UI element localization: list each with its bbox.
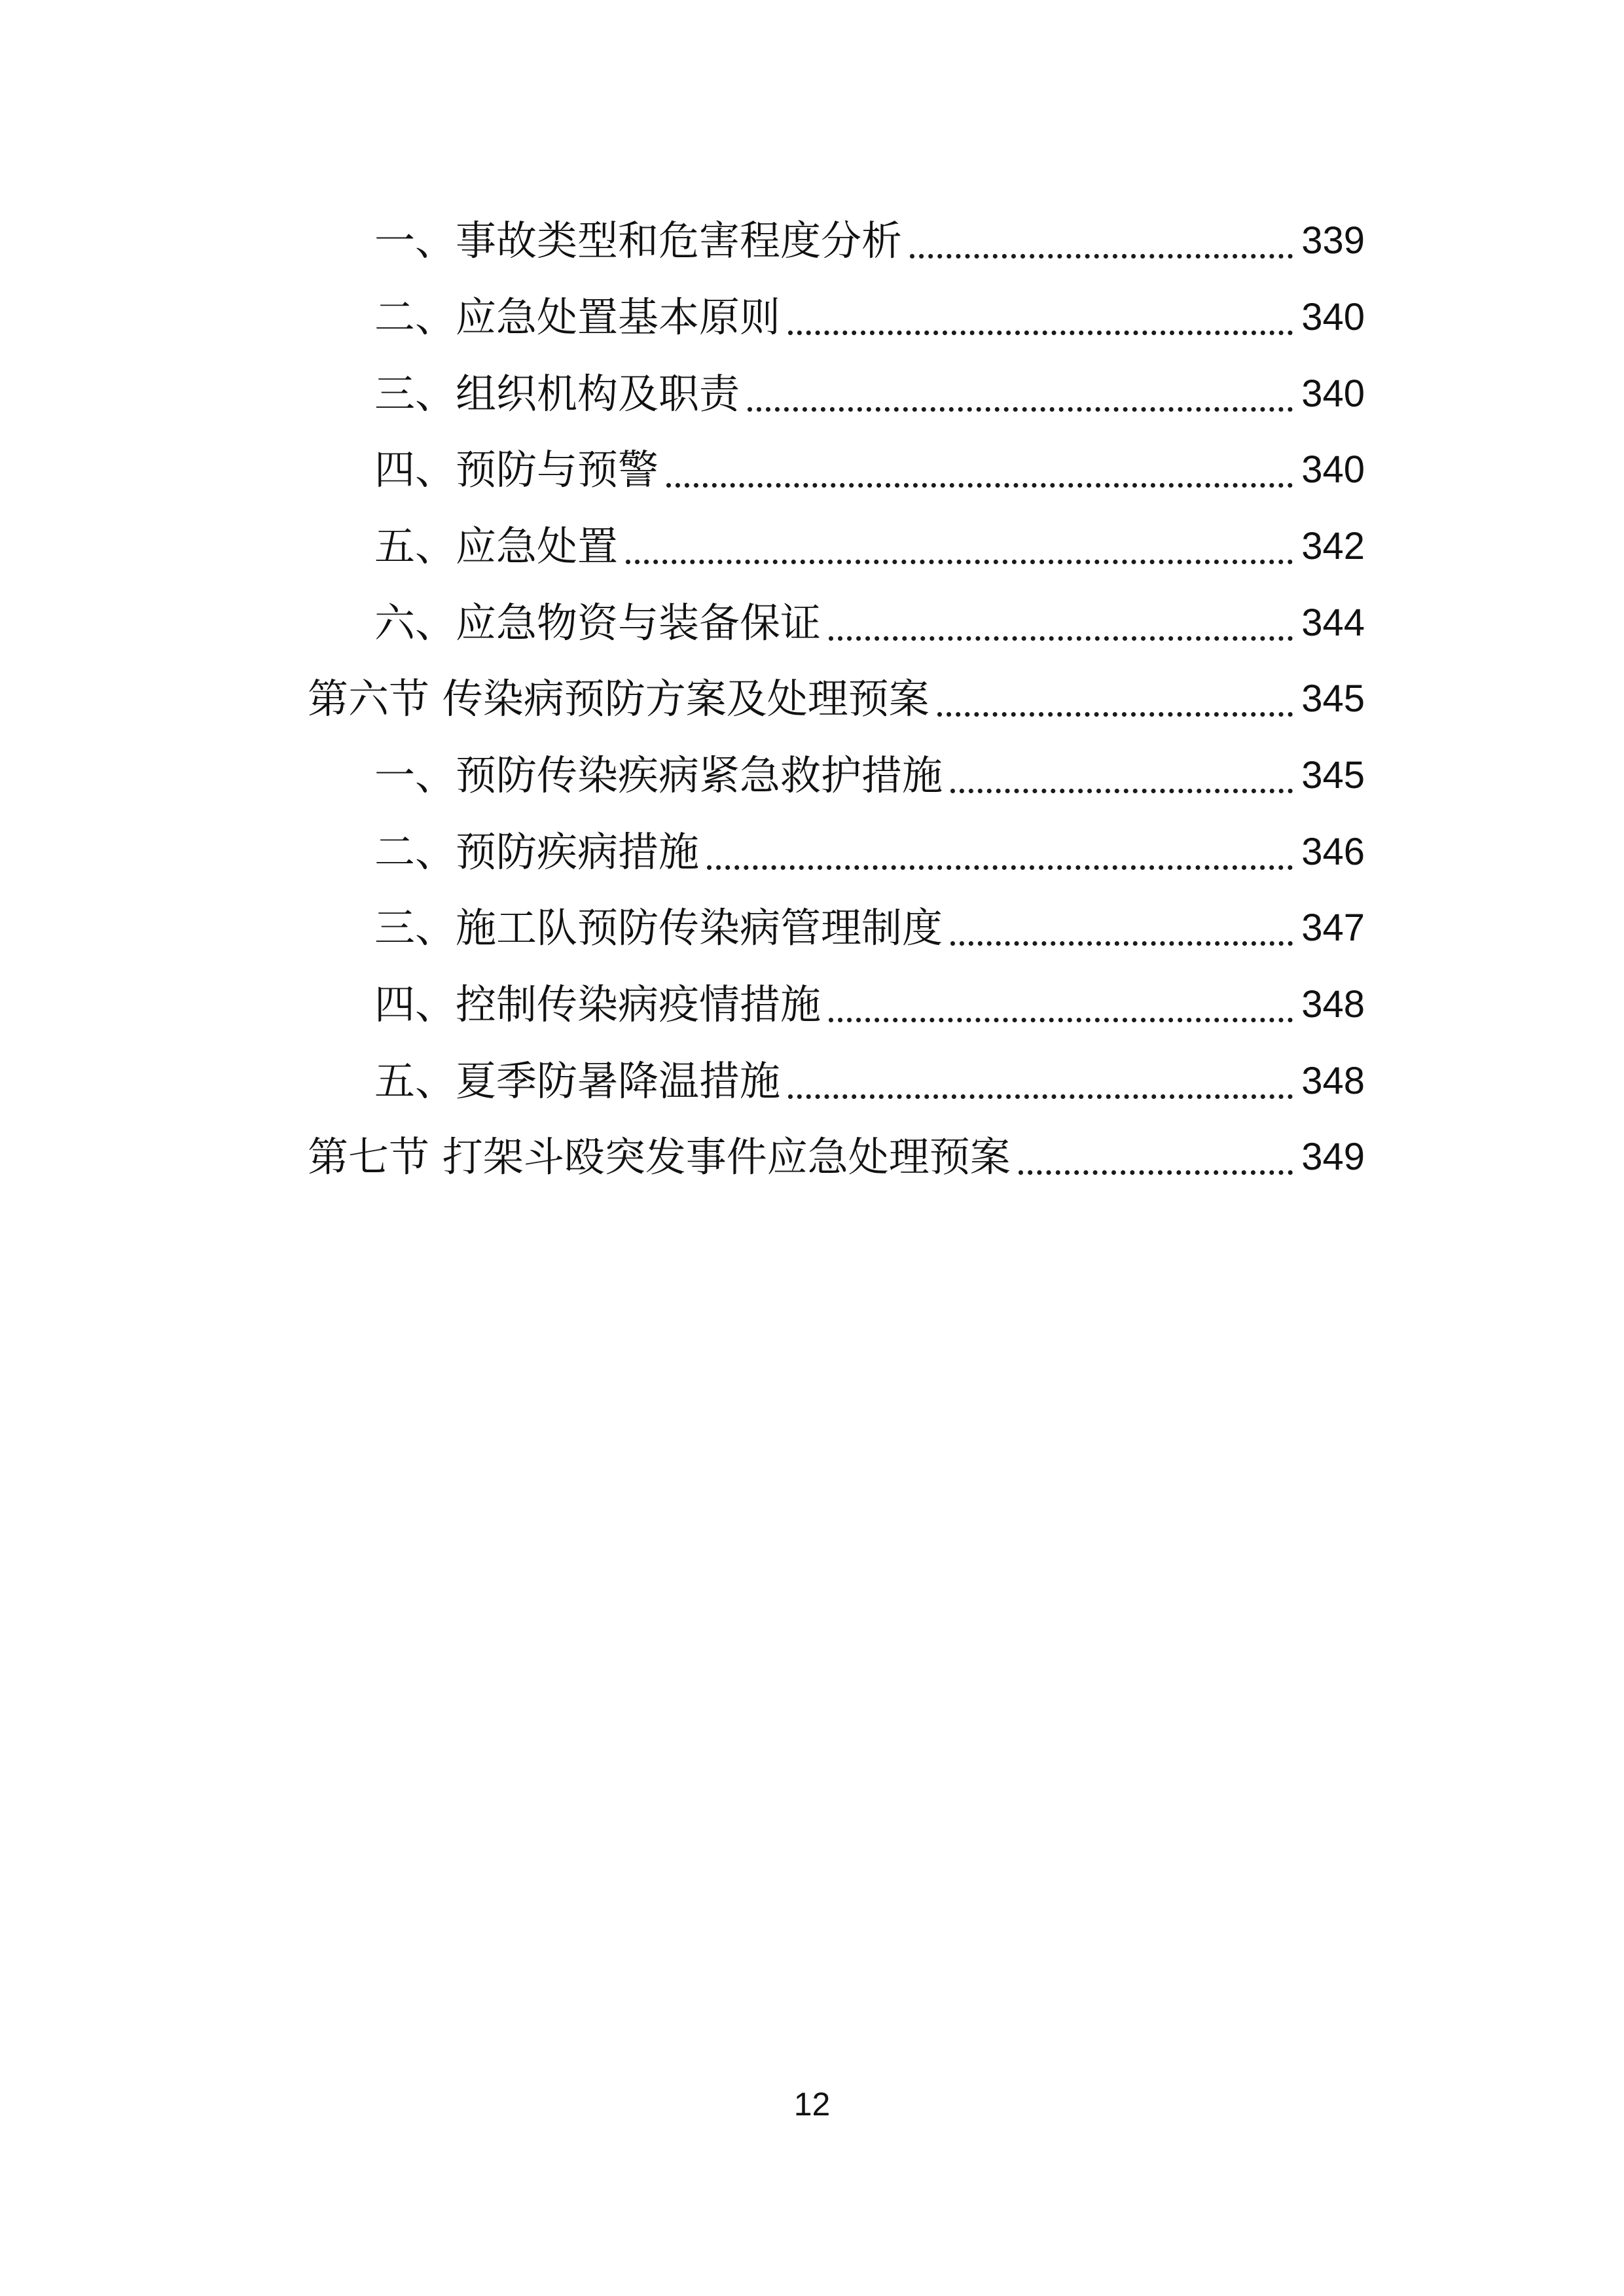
toc-dot-leader — [950, 789, 1293, 793]
toc-entry-page: 348 — [1301, 1060, 1365, 1102]
toc-entry-page: 345 — [1301, 754, 1365, 797]
toc-dot-leader — [910, 254, 1293, 259]
toc-entry[interactable] — [0, 895, 1624, 961]
toc-entry-page: 349 — [1301, 1136, 1365, 1178]
toc-dot-leader — [1019, 1170, 1293, 1175]
page-number: 12 — [793, 2086, 831, 2123]
toc-entry-page: 340 — [1301, 372, 1365, 415]
toc-entry-page: 342 — [1301, 525, 1365, 567]
toc-entry-title: 五、应急处置 — [374, 522, 619, 570]
toc-entry-title: 四、控制传染病疫情措施 — [374, 980, 821, 1028]
toc-entry-page: 340 — [1301, 448, 1365, 491]
toc-entry[interactable] — [0, 972, 1624, 1037]
toc-dot-leader — [626, 560, 1293, 564]
toc-entry[interactable] — [0, 590, 1624, 656]
toc-entry[interactable] — [0, 1049, 1624, 1114]
toc-dot-leader — [666, 483, 1293, 488]
toc-entry-page: 340 — [1301, 296, 1365, 338]
toc-entry-title: 第六节 传染病预防方案及处理预案 — [308, 675, 929, 723]
toc-entry-title: 二、应急处置基本原则 — [374, 293, 781, 341]
toc-dot-leader — [829, 1018, 1293, 1022]
toc-entry-title: 四、预防与预警 — [374, 446, 659, 493]
toc-dot-leader — [707, 865, 1293, 870]
toc-entry[interactable] — [0, 437, 1624, 503]
toc-entry-title: 六、应急物资与装备保证 — [374, 599, 821, 647]
toc-entry[interactable] — [0, 514, 1624, 579]
toc-entry[interactable] — [0, 285, 1624, 350]
toc-entry[interactable] — [0, 361, 1624, 427]
toc-entry-title: 五、夏季防暑降温措施 — [374, 1057, 781, 1105]
toc-entry-page: 345 — [1301, 677, 1365, 720]
toc-entry-title: 第七节 打架斗殴突发事件应急处理预案 — [308, 1133, 1011, 1181]
toc-entry-title: 一、事故类型和危害程度分析 — [374, 217, 903, 264]
toc-entry-page: 348 — [1301, 983, 1365, 1026]
toc-entry-title: 一、预防传染疾病紧急救护措施 — [374, 751, 943, 799]
toc-section-entry[interactable] — [0, 1124, 1624, 1190]
toc-entry-title: 二、预防疾病措施 — [374, 828, 700, 876]
toc-entry[interactable] — [0, 819, 1624, 885]
toc-dot-leader — [950, 941, 1293, 946]
toc-entry-title: 三、施工队预防传染病管理制度 — [374, 904, 943, 952]
toc-entry-page: 347 — [1301, 906, 1365, 949]
toc-dot-leader — [829, 636, 1293, 641]
toc-dot-leader — [788, 331, 1293, 335]
toc-entry[interactable] — [0, 743, 1624, 808]
toc-section-entry[interactable] — [0, 666, 1624, 732]
toc-dot-leader — [748, 407, 1293, 412]
toc-dot-leader — [788, 1094, 1293, 1099]
toc-entry-page: 346 — [1301, 831, 1365, 873]
toc-entry-title: 三、组织机构及职责 — [374, 370, 740, 418]
toc-entry-page: 339 — [1301, 219, 1365, 262]
toc-entry-page: 344 — [1301, 601, 1365, 644]
toc-dot-leader — [937, 712, 1293, 717]
toc-entry[interactable] — [0, 208, 1624, 274]
